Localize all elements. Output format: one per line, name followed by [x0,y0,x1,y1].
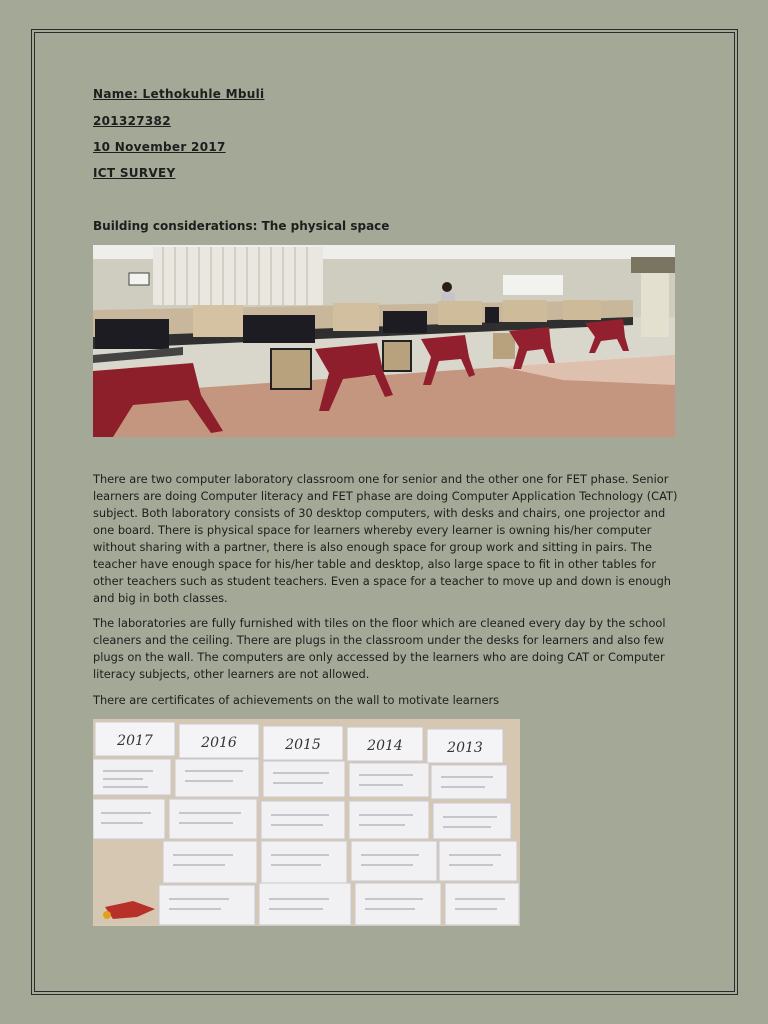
certificates-photo [93,719,520,926]
document-title: ICT SURVEY [93,166,176,180]
section-title: Building considerations: The physical space [93,219,390,233]
year-2013: 2013 [447,740,483,756]
computer-lab-photo [93,245,675,437]
year-2014: 2014 [367,738,403,754]
paragraph-lab-description: There are two computer laboratory classroom one for senior and the other one for FET phase. Senior learners are doing Computer literacy and FET phase are doing Computer Application Technology (CAT) subject. Both laboratory consists of 30 desktop computers, with desks and chairs, one projector and one board. There is physical space for learners whereby every learner is owning his/her computer without sharing with a partner, there is also enough space for group work and sitting in pairs. The teacher have enough space for his/her table and desktop, also large space to fit in other tables for other teachers such as student teachers. Even a space for a teacher to move up and down is enough and big in both classes. [93,472,678,605]
year-2015: 2015 [285,737,321,753]
student-name: Name: Lethokuhle Mbuli [93,87,265,101]
year-2016: 2016 [201,735,237,751]
paragraph-lab-facilities: The laboratories are fully furnished with tiles on the floor which are cleaned every day by the school cleaners and the ceiling. There are plugs in the classroom under the desks for learners and also few plugs on the wall. The computers are only accessed by the learners who are doing CAT or Computer literacy subjects, other learners are not allowed. [93,616,666,681]
paragraph-certificates: There are certificates of achievements on the wall to motivate learners [93,693,500,707]
certificates-wall [93,719,520,926]
student-number: 201327382 [93,114,171,128]
year-2017: 2017 [117,733,153,749]
document-date: 10 November 2017 [93,140,226,154]
